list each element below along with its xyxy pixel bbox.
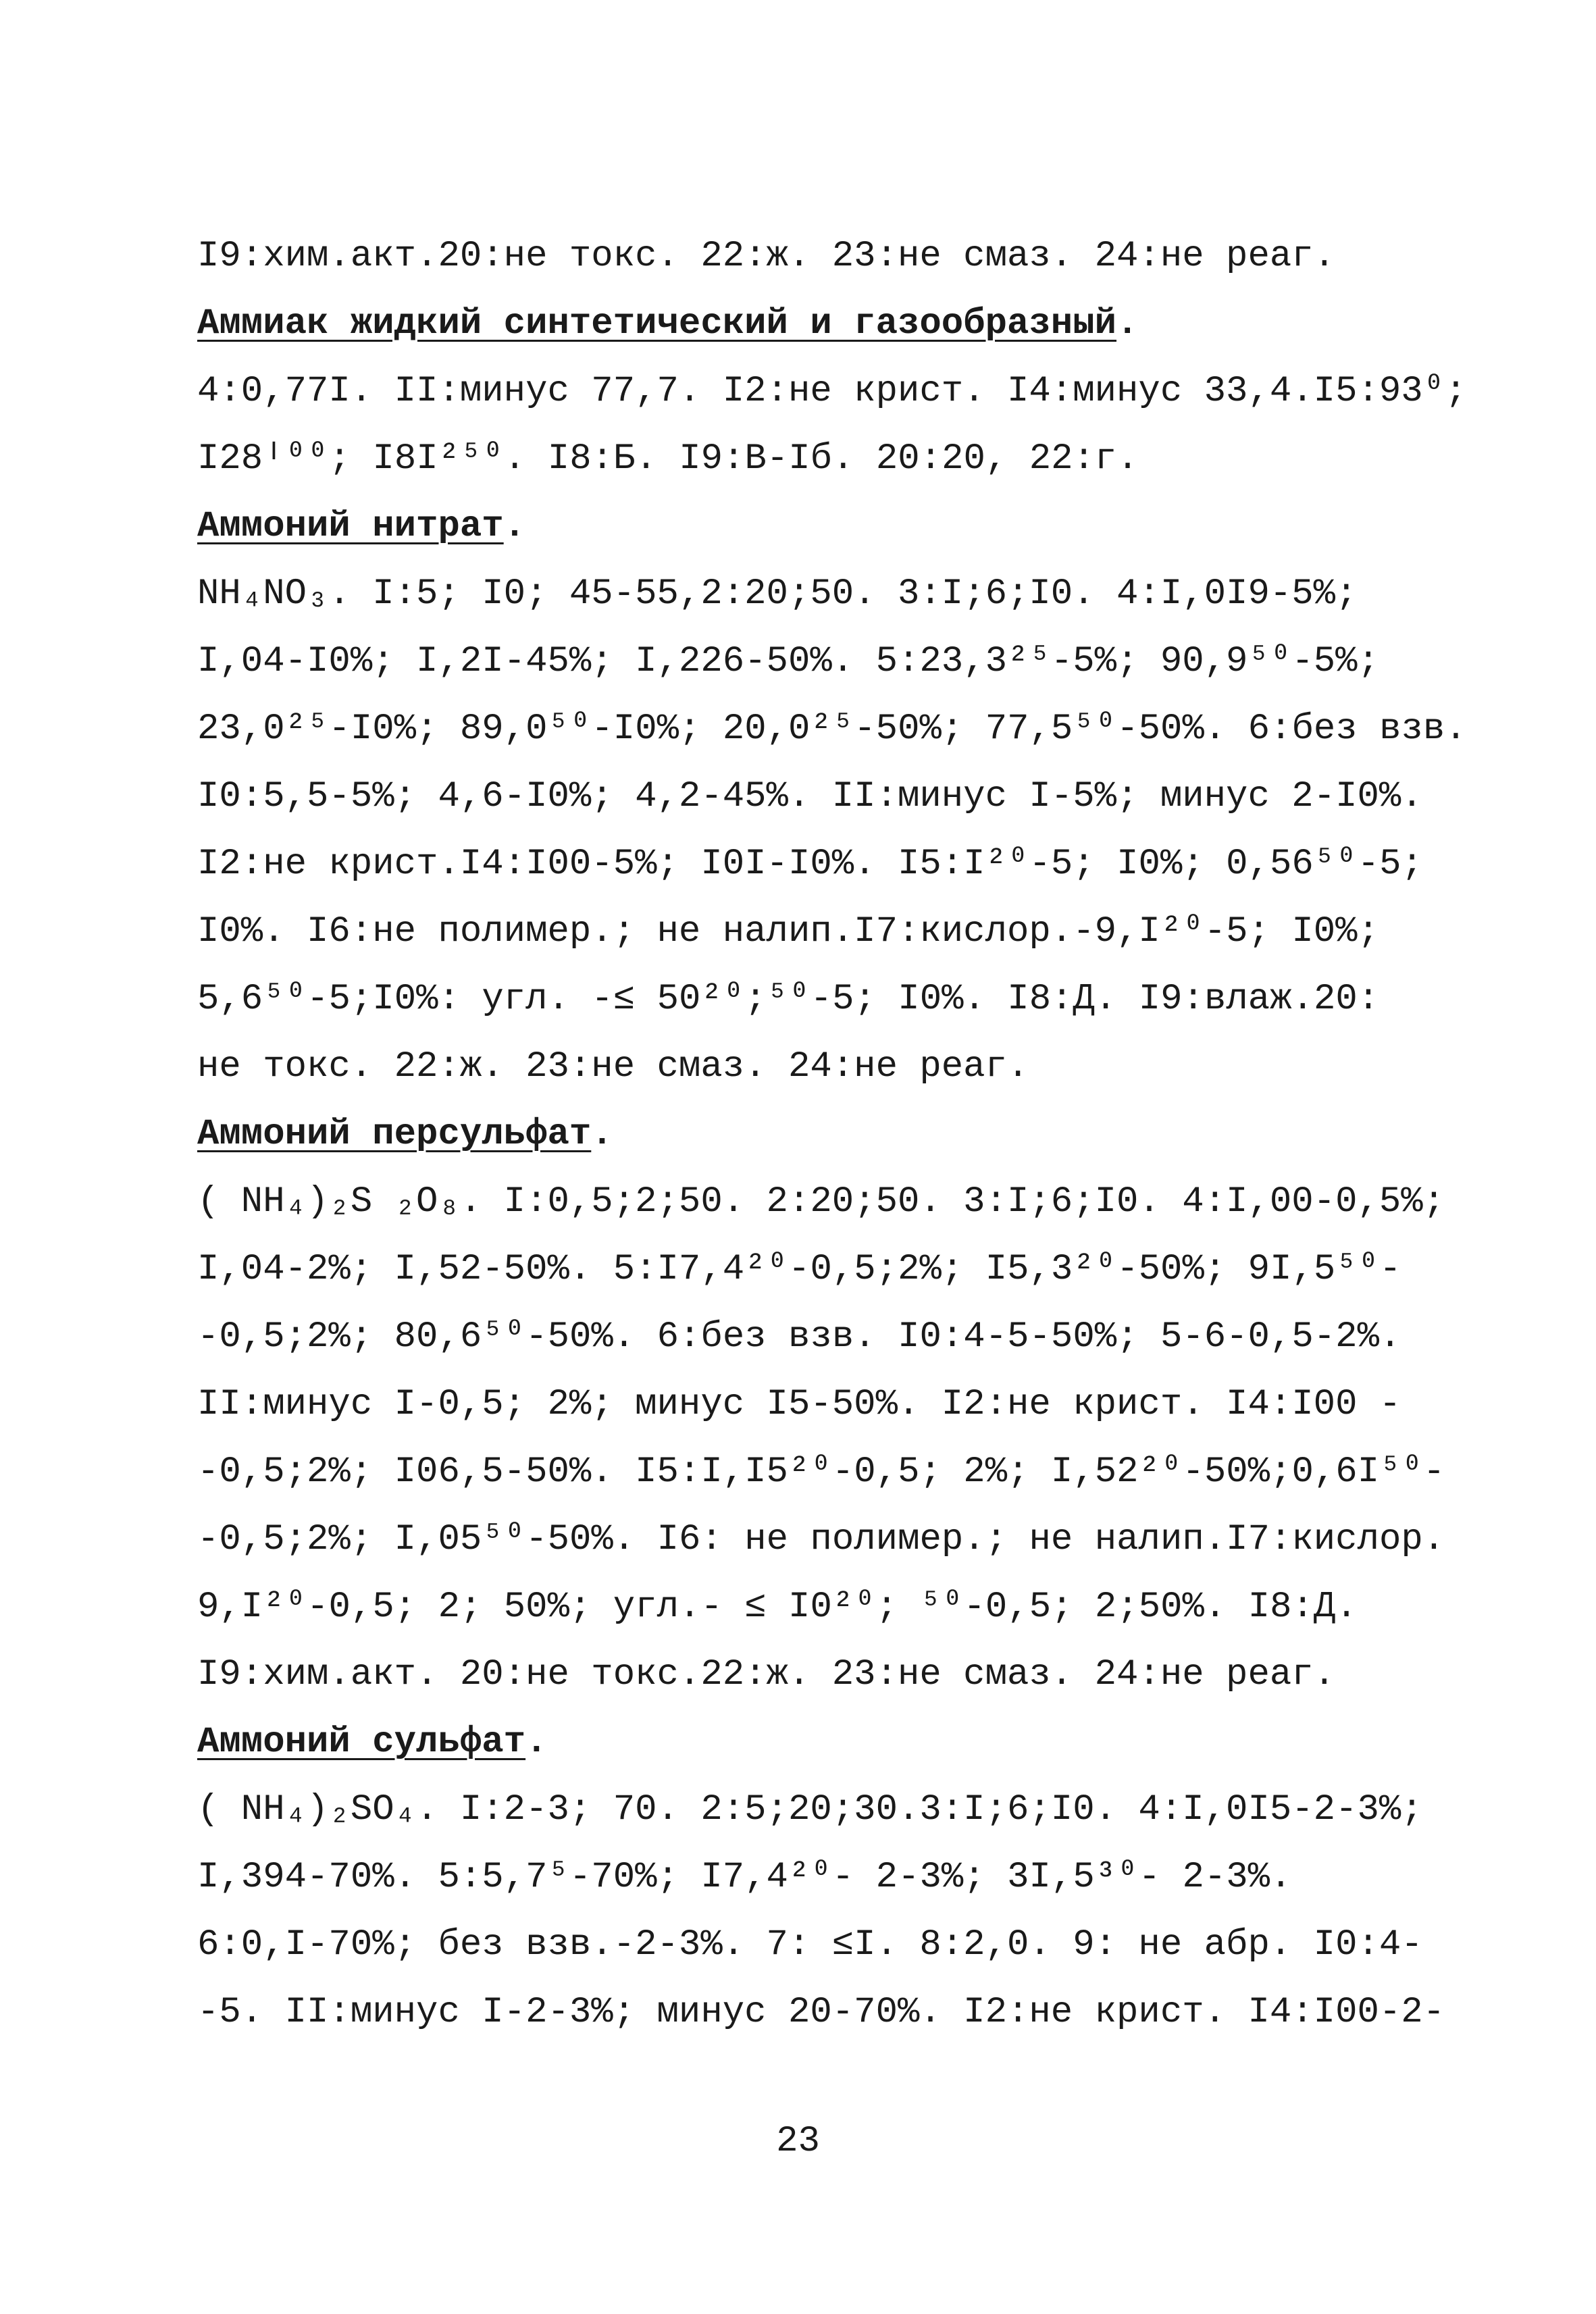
text-line: -0,5;2%; 80,6⁵⁰-50%. 6:без взв. I0:4-5-50%; 5-6-0,5-2%. — [197, 1316, 1401, 1358]
text-line: не токс. 22:ж. 23:не смаз. 24:не реаг. — [197, 1046, 1029, 1087]
text-line: -0,5;2%; I06,5-50%. I5:I,I5²⁰-0,5; 2%; I,52²⁰-50%;0,6I⁵⁰- — [197, 1451, 1445, 1493]
section-heading — [197, 1709, 1413, 1776]
section-heading — [197, 290, 1413, 358]
text-line: -0,5;2%; I,05⁵⁰-50%. I6: не полимер.; не налип.I7:кислор. — [197, 1519, 1445, 1560]
text-line: I,04-I0%; I,2I-45%; I,226-50%. 5:23,3²⁵-5%; 90,9⁵⁰-5%; — [197, 641, 1379, 682]
text-line: ( NH₄)₂SO₄. I:2-3; 70. 2:5;20;30.3:I;6;I0. 4:I,0I5-2-3%; — [197, 1789, 1423, 1830]
text-line: 5,6⁵⁰-5;I0%: угл. -≤ 50²⁰;⁵⁰-5; I0%. I8:Д. I9:влаж.20: — [197, 979, 1380, 1020]
text-line: 6:0,I-70%; без взв.-2-3%. 7: ≤I. 8:2,0. 9: не абр. I0:4- — [197, 1924, 1423, 1965]
section-heading-period: . — [591, 1114, 613, 1155]
text-line: NH₄NO₃. I:5; I0; 45-55,2:20;50. 3:I;6;I0. 4:I,0I9-5%; — [197, 573, 1358, 615]
section-heading-period: . — [1116, 303, 1139, 344]
section-heading-period: . — [525, 1722, 548, 1763]
section-heading-period: . — [503, 506, 526, 547]
section-heading-text: Аммоний сульфат — [197, 1722, 526, 1763]
text-line: II:минус I-0,5; 2%; минус I5-50%. I2:не крист. I4:I00 - — [197, 1384, 1401, 1425]
text-line: 4:0,77I. II:минус 77,7. I2:не крист. I4:минус 33,4.I5:93⁰; — [197, 371, 1467, 412]
document-body — [197, 223, 1467, 2047]
section-heading — [197, 493, 1413, 561]
text-line: I0:5,5-5%; 4,6-I0%; 4,2-45%. II:минус I-5%; минус 2-I0%. — [197, 776, 1423, 817]
text-line: I,04-2%; I,52-50%. 5:I7,4²⁰-0,5;2%; I5,3²⁰-50%; 9I,5⁵⁰- — [197, 1249, 1401, 1290]
text-line: I0%. I6:не полимер.; не налип.I7:кислор.-9,I²⁰-5; I0%; — [197, 911, 1379, 952]
text-line: 23,0²⁵-I0%; 89,0⁵⁰-I0%; 20,0²⁵-50%; 77,5⁵⁰-50%. 6:без взв. — [197, 709, 1467, 750]
section-heading — [197, 1101, 1413, 1168]
text-line: I9:хим.акт. 20:не токс.22:ж. 23:не смаз. 24:не реаг. — [197, 1654, 1336, 1695]
text-line: ( NH₄)₂S ₂O₈. I:0,5;2;50. 2:20;50. 3:I;6;I0. 4:I,00-0,5%; — [197, 1181, 1445, 1223]
text-line: I28ᴵ⁰⁰; I8I²⁵⁰. I8:Б. I9:В-Iб. 20:20, 22:г. — [197, 438, 1139, 480]
text-line: I,394-70%. 5:5,7⁵-70%; I7,4²⁰- 2-3%; 3I,5³⁰- 2-3%. — [197, 1857, 1292, 1898]
section-heading-text: Аммоний персульфат — [197, 1114, 592, 1155]
text-line: I9:хим.акт.20:не токс. 22:ж. 23:не смаз. 24:не реаг. — [197, 236, 1336, 277]
section-heading-text: Аммоний нитрат — [197, 506, 504, 547]
text-line: 9,I²⁰-0,5; 2; 50%; угл.- ≤ I0²⁰; ⁵⁰-0,5; 2;50%. I8:Д. — [197, 1587, 1358, 1628]
text-line: -5. II:минус I-2-3%; минус 20-70%. I2:не крист. I4:I00-2- — [197, 1992, 1445, 2033]
page-number: 23 — [776, 2121, 820, 2162]
section-heading-text: Аммиак жидкий синтетический и газообразный — [197, 303, 1117, 344]
text-line: I2:не крист.I4:I00-5%; I0I-I0%. I5:I²⁰-5; I0%; 0,56⁵⁰-5; — [197, 844, 1423, 885]
